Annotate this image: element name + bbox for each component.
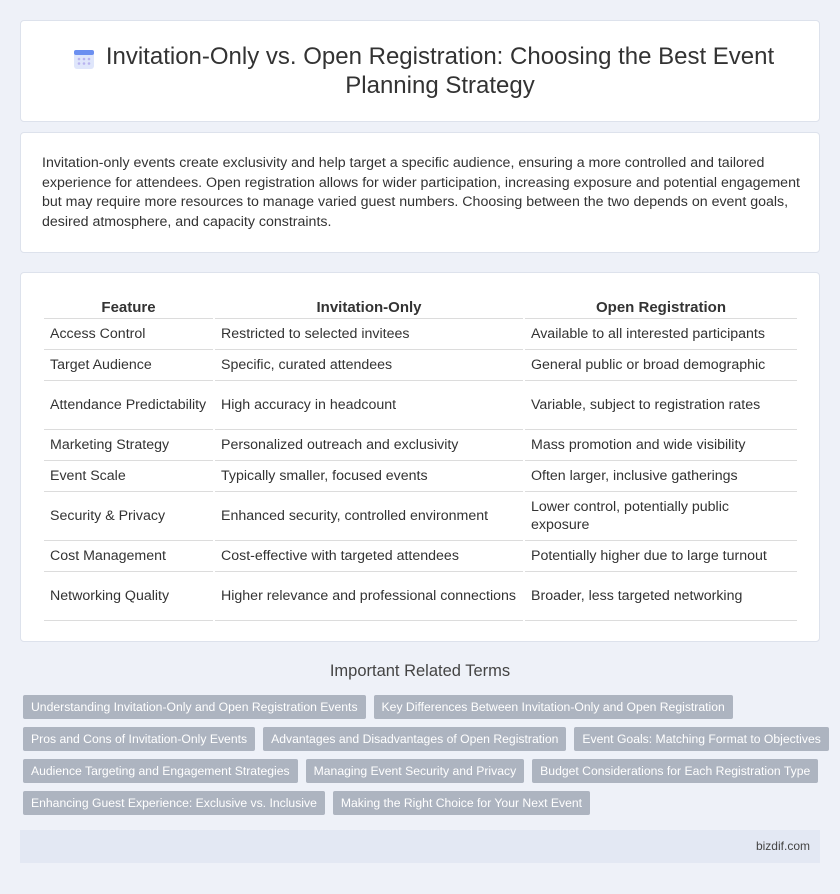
open-registration-cell: Often larger, inclusive gatherings	[525, 461, 797, 492]
related-term-tag[interactable]: Audience Targeting and Engagement Strategies	[23, 759, 298, 783]
table-header-row	[44, 297, 797, 319]
column-header-feature: Feature	[44, 297, 213, 319]
footer	[20, 830, 820, 863]
related-term-tag[interactable]: Event Goals: Matching Format to Objectives	[574, 727, 828, 751]
related-term-tag[interactable]: Understanding Invitation-Only and Open Registration Events	[23, 695, 366, 719]
invitation-only-cell: Higher relevance and professional connections	[215, 572, 523, 621]
open-registration-cell: Available to all interested participants	[525, 319, 797, 350]
intro-paragraph: Invitation-only events create exclusivity and help target a specific audience, ensuring a more controlled and tailored experience for attendees. Open registration allows for wider participation, increasing exposure and potential engagement but may require more resources to manage varied guest numbers. Choosing between the two depends on event goals, desired atmosphere, and capacity constraints.	[42, 155, 800, 230]
calendar-icon	[72, 47, 96, 71]
feature-cell: Cost Management	[44, 541, 213, 572]
related-terms-heading: Important Related Terms	[329, 662, 511, 680]
table-row	[44, 350, 797, 381]
table-row	[44, 430, 797, 461]
related-term-tag[interactable]: Making the Right Choice for Your Next Event	[333, 791, 590, 815]
feature-cell: Attendance Predictability	[44, 381, 213, 430]
open-registration-cell: Lower control, potentially public exposure	[525, 492, 797, 541]
feature-cell: Event Scale	[44, 461, 213, 492]
open-registration-cell: General public or broad demographic	[525, 350, 797, 381]
column-header-open-registration: Open Registration	[525, 297, 797, 319]
invitation-only-cell: Personalized outreach and exclusivity	[215, 430, 523, 461]
table-row	[44, 461, 797, 492]
table-row	[44, 492, 797, 541]
related-term-tag[interactable]: Advantages and Disadvantages of Open Registration	[263, 727, 566, 751]
intro-card	[20, 132, 820, 253]
table-row	[44, 541, 797, 572]
open-registration-cell: Potentially higher due to large turnout	[525, 541, 797, 572]
invitation-only-cell: High accuracy in headcount	[215, 381, 523, 430]
header-card	[20, 20, 820, 122]
related-term-tag[interactable]: Managing Event Security and Privacy	[306, 759, 525, 783]
invitation-only-cell: Restricted to selected invitees	[215, 319, 523, 350]
table-row	[44, 319, 797, 350]
table-row	[44, 381, 797, 430]
feature-cell: Target Audience	[44, 350, 213, 381]
open-registration-cell: Broader, less targeted networking	[525, 572, 797, 621]
invitation-only-cell: Cost-effective with targeted attendees	[215, 541, 523, 572]
site-name[interactable]: bizdif.com	[755, 839, 810, 853]
feature-cell: Marketing Strategy	[44, 430, 213, 461]
page-title: Invitation-Only vs. Open Registration: Choosing the Best Event Planning Strategy	[105, 43, 775, 99]
column-header-invitation-only: Invitation-Only	[215, 297, 523, 319]
feature-cell: Networking Quality	[44, 572, 213, 621]
open-registration-cell: Mass promotion and wide visibility	[525, 430, 797, 461]
invitation-only-cell: Specific, curated attendees	[215, 350, 523, 381]
related-term-tag[interactable]: Pros and Cons of Invitation-Only Events	[23, 727, 255, 751]
related-term-tag[interactable]: Budget Considerations for Each Registration Type	[532, 759, 818, 783]
related-term-tag[interactable]: Key Differences Between Invitation-Only and Open Registration	[374, 695, 733, 719]
feature-cell: Security & Privacy	[44, 492, 213, 541]
table-row	[44, 572, 797, 621]
comparison-table	[42, 297, 799, 621]
invitation-only-cell: Typically smaller, focused events	[215, 461, 523, 492]
related-term-tag[interactable]: Enhancing Guest Experience: Exclusive vs. Inclusive	[23, 791, 325, 815]
feature-cell: Access Control	[44, 319, 213, 350]
open-registration-cell: Variable, subject to registration rates	[525, 381, 797, 430]
related-terms-tags	[23, 695, 823, 823]
comparison-table-card	[20, 272, 820, 642]
invitation-only-cell: Enhanced security, controlled environment	[215, 492, 523, 541]
